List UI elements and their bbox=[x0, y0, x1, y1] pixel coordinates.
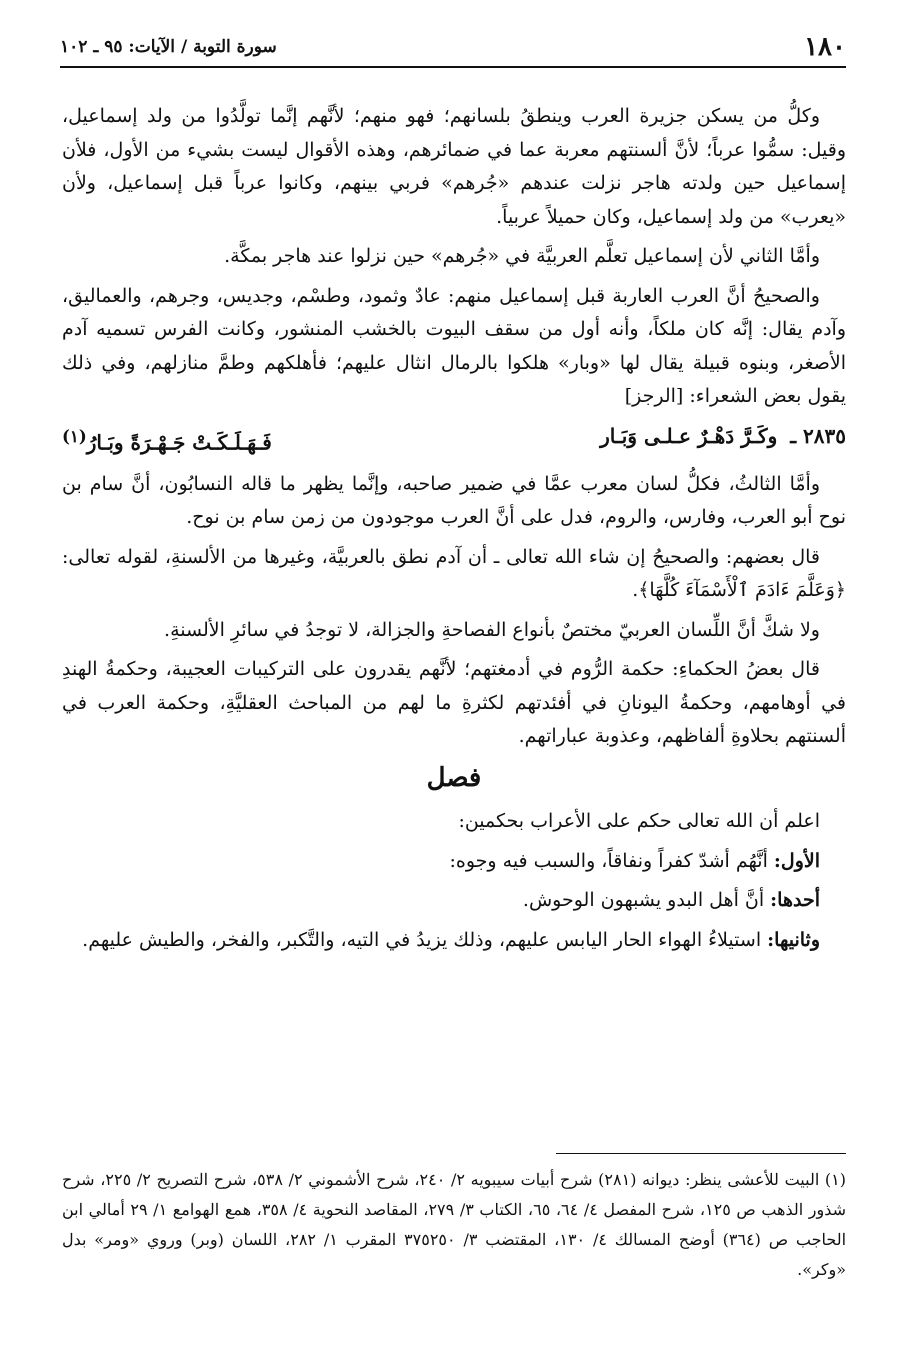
main-text bbox=[62, 100, 846, 963]
reason-two-text: استيلاءُ الهواء الحار اليابس عليهم، وذلك يزيدُ في التيه، والتَّكبر، والفخر، والطيش عليهم. bbox=[82, 928, 762, 951]
section-reason-two bbox=[62, 924, 846, 958]
section-intro: اعلم أن الله تعالى حكم على الأعراب بحكمين: bbox=[458, 810, 820, 833]
section-first-ruling bbox=[62, 845, 846, 879]
paragraph-wisdom: قال بعضُ الحكماءِ: حكمة الرُّوم في أدمغتهم؛ لأنَّهم يقدرون على التركيبات العجيبة، وحكمةُ الهندِ في أوهامهم، وحكمةُ اليونانِ في أفئدتهم لكثرةِ ما لهم من المباحث العقليَّةِ، وحكمة العرب في ألسنتهم بحلاوةِ ألفاظهم، وعذوبة عباراتهم. bbox=[62, 658, 846, 748]
footnote-1: (١) البيت للأعشى ينظر: ديوانه (٢٨١) شرح أبيات سيبويه ٢/ ٢٤٠، شرح الأشموني ٢/ ٥٣٨، شرح التصريح ٢/ ٢٢٥، شرح شذور الذهب ص ١٢٥، شرح المفصل ٤/ ٦٤، ٦٥، الكتاب ٣/ ٢٧٩، المقاصد النحوية ٤/ ٣٥٨، همع الهوامع ١/ ٢٩ أمالي ابن الحاجب ص (٣٦٤) أوضح المسالك ٤/ ١٣٠، المقتضب ٣/ ٣٧٥٢٥٠ المقرب ١/ ٢٨٢، اللسان (وبر) وروي «ومر» بدل «وكر». bbox=[62, 1170, 847, 1279]
verse-second-hemistich: فَـهَـلَـكَـتْ جَـهْـرَةً وبَـارُ bbox=[86, 430, 272, 455]
verse-first-part bbox=[600, 420, 846, 460]
first-ruling-label: الأول: bbox=[773, 849, 820, 872]
section-title: فصل bbox=[426, 762, 482, 793]
poetry-verse bbox=[62, 420, 846, 460]
paragraph-second-opinion: وأمَّا الثاني لأن إسماعيل تعلَّم العربيَّة في «جُرهم» حين نزلوا عند هاجر بمكَّة. bbox=[224, 245, 820, 267]
page-header bbox=[60, 30, 846, 64]
paragraph-adam-text: قال بعضهم: والصحيحُ إن شاء الله تعالى ـ أن آدم نطق بالعربيَّة، وغيرها من الألسنةِ، لقوله تعالى: bbox=[62, 545, 820, 568]
verse-number: ٢٨٣٥ ـ bbox=[790, 423, 846, 448]
verse-second-part bbox=[62, 420, 272, 460]
reason-two-label: وثانيها: bbox=[767, 928, 820, 951]
section-reason-one bbox=[62, 884, 846, 918]
first-ruling-text: أنَّهُم أشدّ كفراً ونفاقاً، والسبب فيه وجوه: bbox=[449, 849, 768, 872]
verse-first-hemistich: وكَـرَّ دَهْـرٌ عـلـى وَبَـار bbox=[600, 423, 778, 448]
paragraph-arab-origin: وكلُّ من يسكن جزيرة العرب وينطقُ بلسانهم؛ فهو منهم؛ لأنَّهم إنَّما تولَّدُوا من ولد إسماعيل، وقيل: سمُّوا عرباً؛ لأنَّ ألسنتهم معربة عما في ضمائرهم، وهذه الأقوال ليست بشيء من الأول، فلأن إسماعيل حين ولدته هاجر نزلت عندهم «جُرهم» فربي بينهم، وكانوا عرباً قبل إسماعيل، ولأن «يعرب» من ولد إسماعيل، وكان حميلاً عربياً. bbox=[62, 105, 846, 228]
footnote-reference[interactable]: (١) bbox=[62, 425, 87, 446]
header-divider bbox=[60, 66, 846, 68]
reason-one-text: أنَّ أهل البدو يشبهون الوحوش. bbox=[522, 889, 765, 912]
paragraph-arabic-eloquence: ولا شكَّ أنَّ اللِّسان العربيّ مختصٌ بأنواع الفصاحةِ والجزالة، لا توجدُ في سائرِ الألسنةِ. bbox=[164, 618, 820, 641]
reason-one-label: أحدها: bbox=[770, 889, 820, 912]
footnotes bbox=[62, 1165, 846, 1285]
quran-verse: ﴿وَعَلَّمَ ءَادَمَ ٱلْأَسْمَآءَ كُلَّهَا﴾ bbox=[638, 579, 846, 602]
footnote-divider bbox=[556, 1153, 846, 1154]
paragraph-third-opinion: وأمَّا الثالثُ، فكلُّ لسان معرب عمَّا في ضمير صاحبه، وإنَّما يظهر ما قاله النسابُون، أنَّ سام بن نوح أبو العرب، وفارس، والروم، فدل على أنَّ العرب موجودون من زمن سام بن نوح. bbox=[62, 472, 846, 529]
paragraph-arab-aribah: والصحيحُ أنَّ العرب العاربة قبل إسماعيل منهم: عادٌ وثمود، وطسْم، وجديس، وجرهم، والعماليق، وآدم يقال: إنَّه كان ملكاً، وأنه أول من سقف البيوت بالخشب المنشور، وكانت الفرس تسميه آدم الأصغر، وبنوه قبيلة يقال لها «وبار» هلكوا بالرمال انثال عليهم؛ فأهلكهم وطمَّ منازلهم، وفي ذلك يقول بعض الشعراء: [الرجز] bbox=[62, 284, 846, 407]
paragraph-adam-arabic bbox=[62, 541, 846, 608]
running-title: سورة التوبة / الآيات: ٩٥ ـ ١٠٢ bbox=[60, 37, 277, 57]
paragraph-adam-end: . bbox=[632, 579, 639, 602]
page-number: ١٨٠ bbox=[804, 32, 846, 62]
